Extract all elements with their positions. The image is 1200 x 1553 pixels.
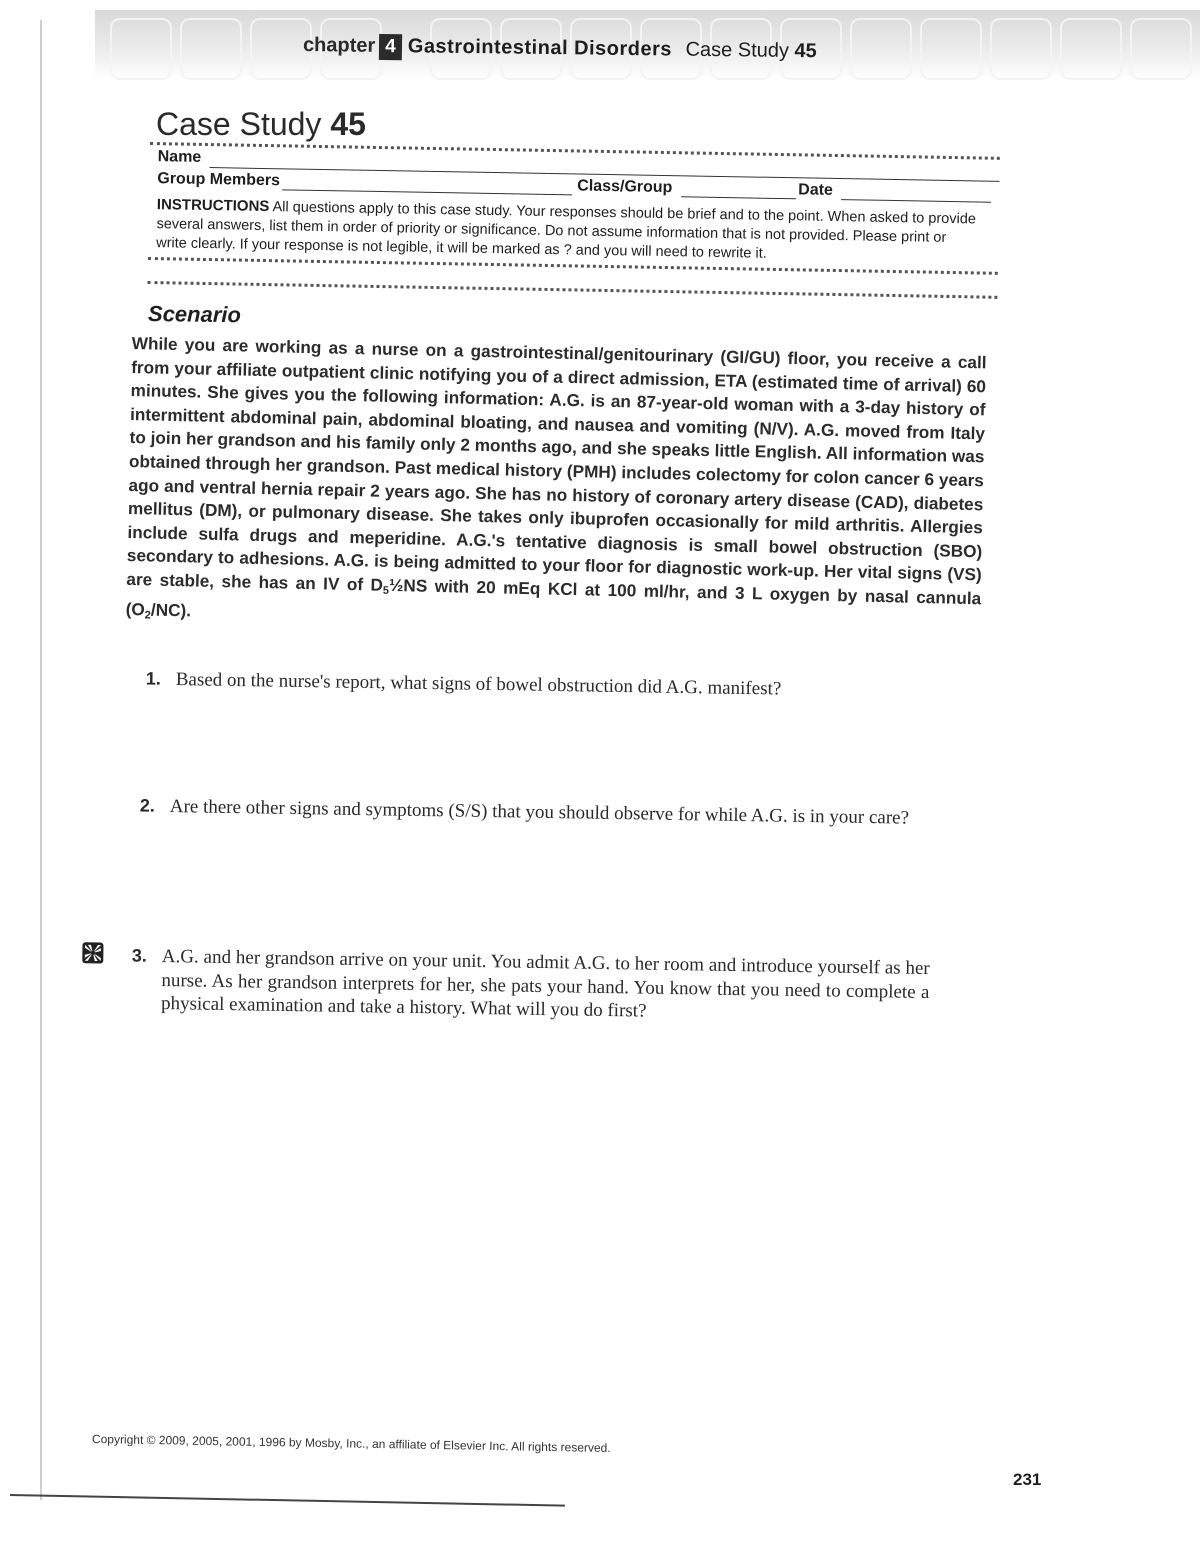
header-decor-tile [1060,18,1122,80]
page-number: 231 [1013,1470,1042,1489]
header-decor-tile [110,18,172,80]
question-1 [145,668,936,703]
divider [150,142,1000,160]
critical-thinking-icon [82,942,104,964]
date-label: Date [798,181,834,199]
chapter-word: chapter [302,34,376,57]
copyright-notice: Copyright © 2009, 2005, 2001, 1996 by Mosby, Inc., an affiliate of Elsevier Inc. All rights reserved. [91,1432,611,1456]
header-case-label: Case Study 45 [685,38,817,63]
scan-edge-line [40,20,42,1500]
instructions-label: INSTRUCTIONS [156,196,270,216]
question-text: A.G. and her grandson arrive on your unit. You admit A.G. to her room and introduce yourself as her nurse. As her grandson interprets for her, she pats your hand. You know that you need to complete a physical examination and take a history. What will you do first? [160,945,930,1022]
divider [147,281,997,299]
page-title-number: 45 [330,106,366,142]
question-3 [131,945,930,1028]
header-decor-tile [990,18,1052,80]
question-number: 3. [131,945,148,966]
student-info-form [147,140,1005,320]
instructions-text: All questions apply to this case study. Your responses should be brief and to the point. When asked to provide several answers, list them in order of priority or significance. Do not assume information that is not provided. Please print or write clearly. If your response is not legible, it will be marked as ? and you will need to rewrite it. [156,199,977,262]
header-decor-tile [1130,18,1192,80]
header-decor-tile [850,18,912,80]
header-decor-tile [180,18,242,80]
page-title-text: Case Study [156,106,322,142]
header-decor-tile [920,18,982,80]
group-members-label: Group Members [157,170,281,190]
scenario-text: While you are working as a nurse on a gastrointestinal/genitourinary (GI/GU) floor, you receive a call from your affiliate outpatient clinic notifying you of a direct admission, ETA (estimated time of arrival) 60 minutes. She gives you the following information: A.G. is an 87-year-old woman with a 3-day history of intermittent abdominal pain, abdominal bloating, and nausea and vomiting (N/V). A.G. moved from Italy to join her grandson and his family only 2 months ago, and she speaks little English. All information was obtained through her grandson. Past medical history (PMH) includes colectomy for colon cancer 6 years ago and ventral hernia repair 2 years ago. She has no history of coronary artery disease (CAD), diabetes mellitus (DM), or pulmonary disease. She takes only ibuprofen occasionally for mild arthritis. Allergies include sulfa drugs and meperidine. A.G.'s tentative diagnosis is small bowel obstruction (SBO) secondary to adhesions. A.G. is being admitted to your floor for diagnostic work-up. Her vital signs (VS) are stable, she has an IV of $D_5\frac{1}{2}NS$ with 20 mEq KCl at 100 ml/hr, and 3 L oxygen by nasal cannula $(O_2/NC)$. [125,332,987,622]
chapter-number-badge: 4 [379,34,402,60]
bottom-rule [10,1494,565,1507]
class-group-label: Class/Group [577,177,673,197]
question-text: Based on the nurse's report, what signs of bowel obstruction did A.G. manifest? [175,668,782,700]
question-number: 1. [145,668,162,689]
page-title [156,106,366,143]
name-label: Name [157,148,202,166]
date-field[interactable] [841,199,991,203]
question-text: Are there other signs and symptoms (S/S) that you should observe for while A.G. is in your care? [169,795,910,829]
scenario-heading: Scenario [147,301,242,328]
chapter-subject: Gastrointestinal Disorders [407,35,673,61]
group-members-field[interactable] [282,189,572,195]
question-number: 2. [139,795,156,816]
question-2 [139,795,930,830]
instructions [156,195,977,267]
class-group-field[interactable] [681,196,796,199]
